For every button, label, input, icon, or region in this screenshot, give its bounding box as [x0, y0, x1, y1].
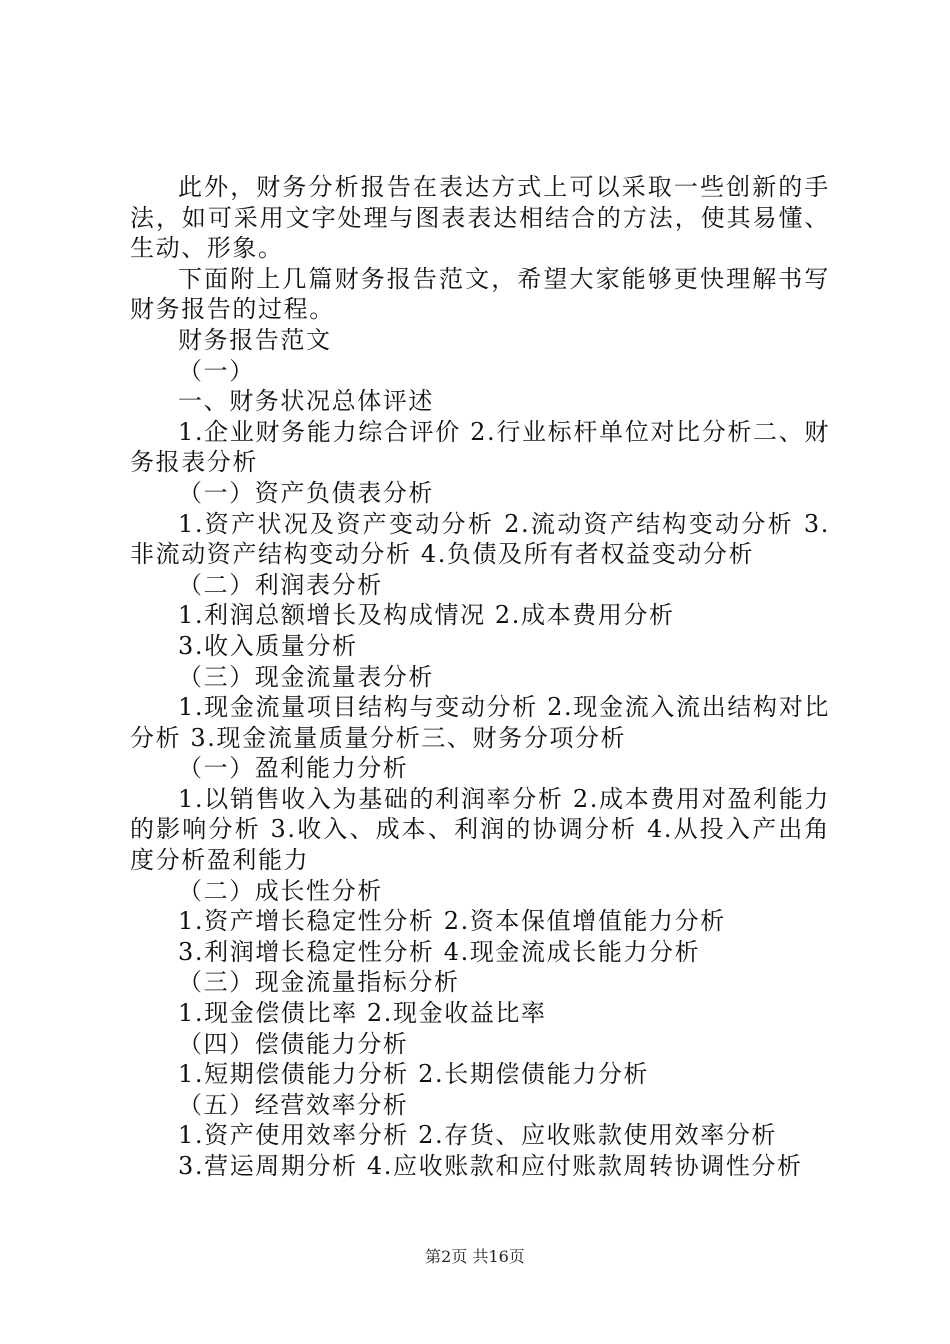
paragraph-attached-samples: 下面附上几篇财务报告范文，希望大家能够更快理解书写财务报告的过程。 [130, 264, 830, 324]
list-growth-2: 3.利润增长稳定性分析 4.现金流成长能力分析 [178, 937, 701, 966]
list-income-statement: 1.利润总额增长及构成情况 2.成本费用分析 [178, 601, 675, 630]
list-solvency: 1.短期偿债能力分析 2.长期偿债能力分析 [178, 1060, 650, 1089]
heading-income-statement: （二）利润表分析 [178, 570, 383, 599]
heading-profitability: （一）盈利能力分析 [178, 754, 409, 783]
list-operating-efficiency-2: 3.营运周期分析 4.应收账款和应付账款周转协调性分析 [178, 1152, 803, 1180]
heading-sample-report: 财务报告范文 [178, 325, 332, 354]
page-number: 第2页 共16页 [425, 1247, 525, 1266]
list-cash-flow-indicators: 1.现金偿债比率 2.现金收益比率 [178, 999, 547, 1028]
list-growth-1: 1.资产增长稳定性分析 2.资本保值增值能力分析 [178, 907, 726, 936]
list-operating-efficiency-1: 1.资产使用效率分析 2.存货、应收账款使用效率分析 [178, 1121, 778, 1150]
heading-growth: （二）成长性分析 [178, 876, 383, 905]
page-footer [0, 1244, 950, 1267]
heading-operating-efficiency: （五）经营效率分析 [178, 1090, 409, 1119]
list-profitability: 1.以销售收入为基础的利润率分析 2.成本费用对盈利能力的影响分析 3.收入、成本、利润的协调分析 4.从投入产出角度分析盈利能力 [130, 784, 830, 875]
heading-overall-review: 一、财务状况总体评述 [178, 387, 434, 416]
list-balance-sheet: 1.资产状况及资产变动分析 2.流动资产结构变动分析 3.非流动资产结构变动分析 4.负债及所有者权益变动分析 [130, 509, 830, 569]
heading-solvency: （四）偿债能力分析 [178, 1029, 409, 1058]
paragraph-intro: 此外，财务分析报告在表达方式上可以采取一些创新的手法，如可采用文字处理与图表表达相结合的方法，使其易懂、生动、形象。 [130, 173, 830, 263]
document-body [130, 172, 830, 1182]
heading-cash-flow-indicators: （三）现金流量指标分析 [178, 968, 460, 997]
heading-part-one: （一） [178, 356, 255, 385]
list-cash-flow-statement: 1.现金流量项目结构与变动分析 2.现金流入流出结构对比分析 3.现金流量质量分析三、财务分项分析 [130, 693, 830, 752]
list-income-quality: 3.收入质量分析 [178, 631, 358, 660]
heading-balance-sheet: （一）资产负债表分析 [178, 478, 434, 507]
list-overall-review: 1.企业财务能力综合评价 2.行业标杆单位对比分析二、财务报表分析 [130, 417, 830, 477]
heading-cash-flow-statement: （三）现金流量表分析 [178, 662, 434, 691]
